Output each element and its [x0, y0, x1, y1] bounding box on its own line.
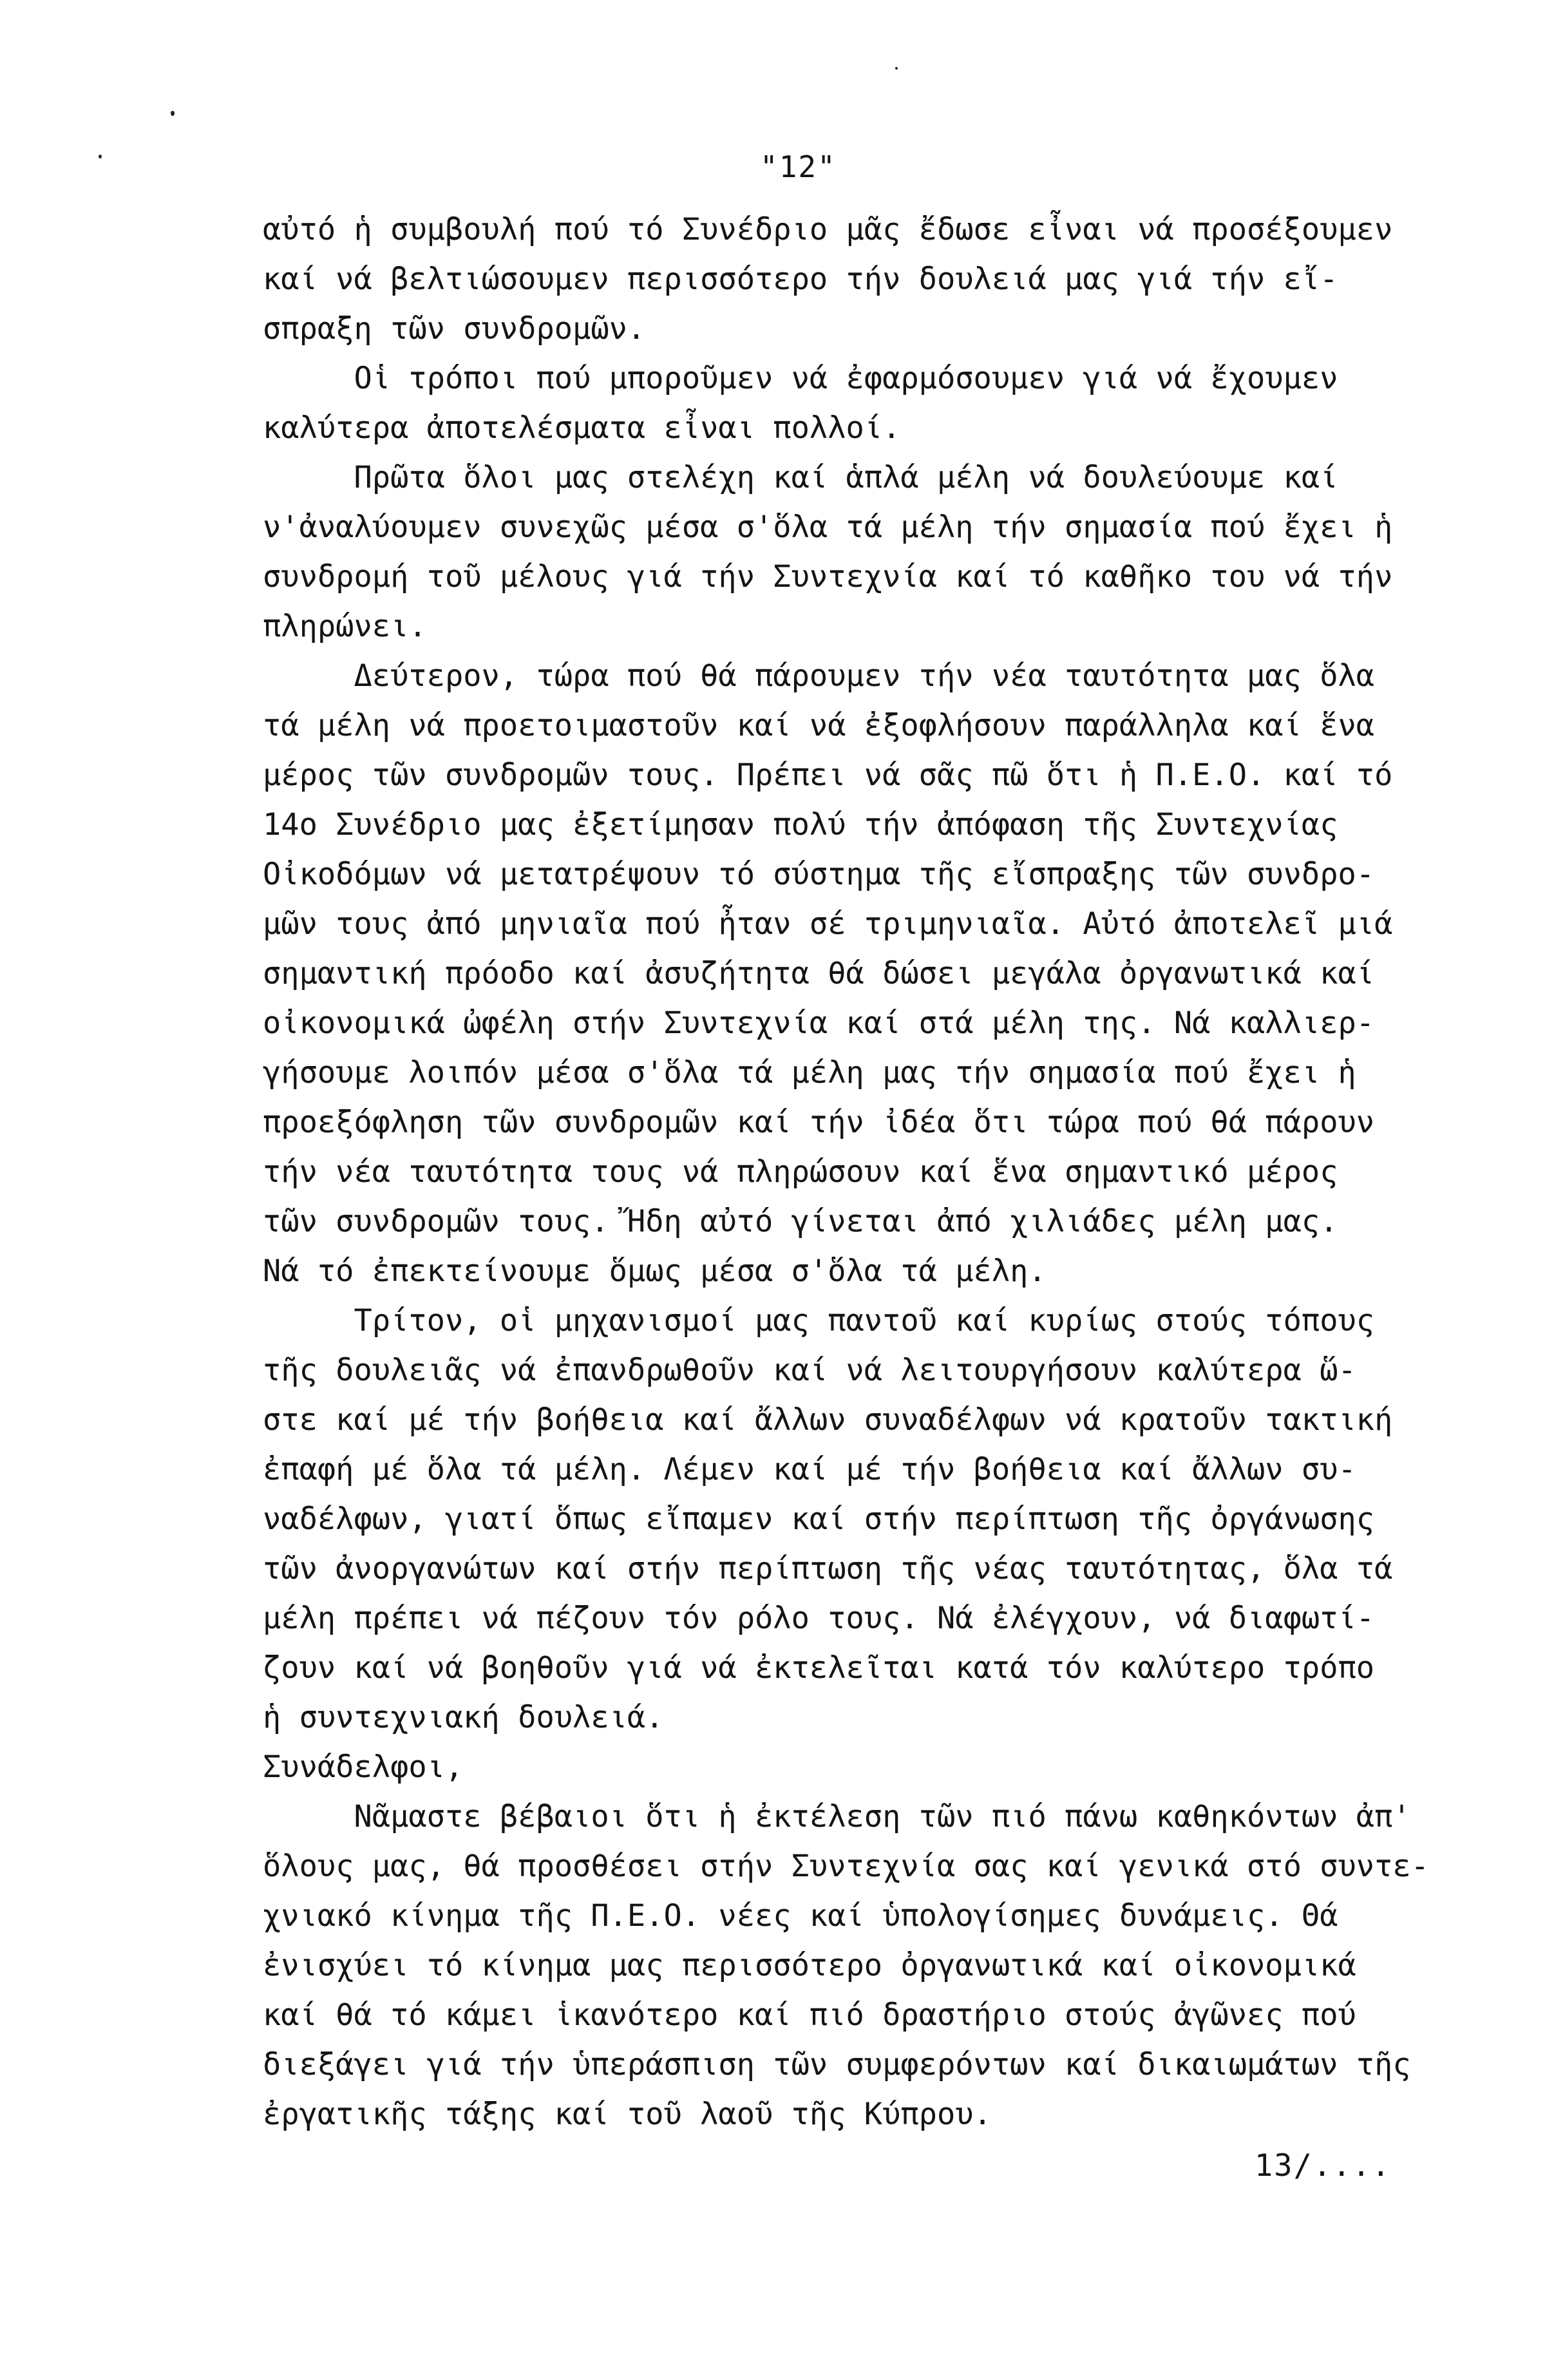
text-line: Οἰκοδόμων νά μετατρέψουν τό σύστημα τῆς εἴσπραξης τῶν συνδρο- [263, 857, 1375, 892]
text-line: χνιακό κίνημα τῆς Π.Ε.Ο. νέες καί ὑπολογίσημες δυνάμεις. Θά [263, 1898, 1338, 1934]
text-line: ζουν καί νά βοηθοῦν γιά νά ἐκτελεῖται κατά τόν καλύτερο τρόπο [263, 1650, 1375, 1686]
text-line: τῶν συνδρομῶν τους. Ἤδη αὐτό γίνεται ἀπό χιλιάδες μέλη μας. [263, 1204, 1338, 1239]
text-line: μέλη πρέπει νά πέζουν τόν ρόλο τους. Νά ἐλέγχουν, νά διαφωτί- [263, 1601, 1375, 1636]
text-line: τῶν ἀνοργανώτων καί στήν περίπτωση τῆς νέας ταυτότητας, ὅλα τά [263, 1551, 1393, 1586]
text-line: τήν νέα ταυτότητα τους νά πληρώσουν καί ἕνα σημαντικό μέρος [263, 1154, 1338, 1190]
text-line: σπραξη τῶν συνδρομῶν. [263, 311, 646, 347]
text-line: Οἱ τρόποι πού μποροῦμεν νά ἐφαρμόσουμεν γιά νά ἔχουμεν [263, 361, 1338, 396]
ink-speck [99, 155, 102, 158]
text-line: σημαντική πρόοδο καί ἀσυζήτητα θά δώσει μεγάλα ὀργανωτικά καί [263, 956, 1375, 991]
continuation-marker: 13/.... [1255, 2148, 1392, 2184]
text-line: μῶν τους ἀπό μηνιαῖα πού ἦταν σέ τριμηνιαῖα. Αὐτό ἀποτελεῖ μιά [263, 906, 1393, 942]
text-line: ὅλους μας, θά προσθέσει στήν Συντεχνία σας καί γενικά στό συντε- [263, 1849, 1429, 1884]
text-line: τά μέλη νά προετοιμαστοῦν καί νά ἐξοφλήσουν παράλληλα καί ἕνα [263, 708, 1375, 743]
text-line: γήσουμε λοιπόν μέσα σ'ὅλα τά μέλη μας τήν σημασία πού ἔχει ἡ [263, 1055, 1356, 1090]
text-line: ν'ἀναλύουμεν συνεχῶς μέσα σ'ὅλα τά μέλη τήν σημασία πού ἔχει ἡ [263, 509, 1393, 545]
text-line: αὐτό ἡ συμβουλή πού τό Συνέδριο μᾶς ἔδωσε εἶναι νά προσέξουμεν [263, 212, 1393, 247]
text-line: συνδρομή τοῦ μέλους γιά τήν Συντεχνία καί τό καθῆκο του νά τήν [263, 559, 1393, 595]
text-line: μέρος τῶν συνδρομῶν τους. Πρέπει νά σᾶς πῶ ὅτι ἡ Π.Ε.Ο. καί τό [263, 757, 1393, 793]
text-line: Συνάδελφοι, [263, 1749, 464, 1785]
text-line: στε καί μέ τήν βοήθεια καί ἄλλων συναδέλφων νά κρατοῦν τακτική [263, 1402, 1393, 1438]
ink-speck [171, 111, 175, 116]
text-line: Τρίτον, οἱ μηχανισμοί μας παντοῦ καί κυρίως στούς τόπους [263, 1303, 1375, 1338]
text-line: καλύτερα ἀποτελέσματα εἶναι πολλοί. [263, 410, 901, 446]
text-line: ναδέλφων, γιατί ὅπως εἴπαμεν καί στήν περίπτωση τῆς ὀργάνωσης [263, 1501, 1375, 1537]
body-text [263, 205, 1525, 2139]
page-number: "12" [760, 149, 837, 184]
text-line: προεξόφληση τῶν συνδρομῶν καί τήν ἰδέα ὅτι τώρα πού θά πάρουν [263, 1105, 1375, 1140]
ink-speck [895, 67, 898, 70]
text-line: ἐργατικῆς τάξης καί τοῦ λαοῦ τῆς Κύπρου. [263, 2097, 992, 2132]
text-line: ἡ συντεχνιακή δουλειά. [263, 1700, 664, 1735]
text-line: καί νά βελτιώσουμεν περισσότερο τήν δουλειά μας γιά τήν εἴ- [263, 262, 1338, 297]
text-line: Δεύτερον, τώρα πού θά πάρουμεν τήν νέα ταυτότητα μας ὅλα [263, 658, 1375, 694]
text-line: Νᾶμαστε βέβαιοι ὅτι ἡ ἐκτέλεση τῶν πιό πάνω καθηκόντων ἀπ' [263, 1799, 1411, 1834]
text-line: καί θά τό κάμει ἱκανότερο καί πιό δραστήριο στούς ἀγῶνες πού [263, 1997, 1356, 2033]
text-line: ἐνισχύει τό κίνημα μας περισσότερο ὀργανωτικά καί οἰκονομικά [263, 1948, 1356, 1983]
text-line: Πρῶτα ὅλοι μας στελέχη καί ἁπλά μέλη νά δουλεύουμε καί [263, 460, 1338, 495]
text-line: Νά τό ἐπεκτείνουμε ὅμως μέσα σ'ὅλα τά μέλη. [263, 1253, 1047, 1289]
text-line: ἐπαφή μέ ὅλα τά μέλη. Λέμεν καί μέ τήν βοήθεια καί ἄλλων συ- [263, 1452, 1356, 1487]
text-line: τῆς δουλειᾶς νά ἐπανδρωθοῦν καί νά λειτουργήσουν καλύτερα ὥ- [263, 1353, 1356, 1388]
text-line: οἰκονομικά ὠφέλη στήν Συντεχνία καί στά μέλη της. Νά καλλιερ- [263, 1005, 1375, 1041]
text-line: διεξάγει γιά τήν ὑπεράσπιση τῶν συμφερόντων καί δικαιωμάτων τῆς [263, 2047, 1411, 2082]
text-line: πληρώνει. [263, 609, 427, 644]
text-line: 14ο Συνέδριο μας ἐξετίμησαν πολύ τήν ἀπόφαση τῆς Συντεχνίας [263, 807, 1338, 843]
